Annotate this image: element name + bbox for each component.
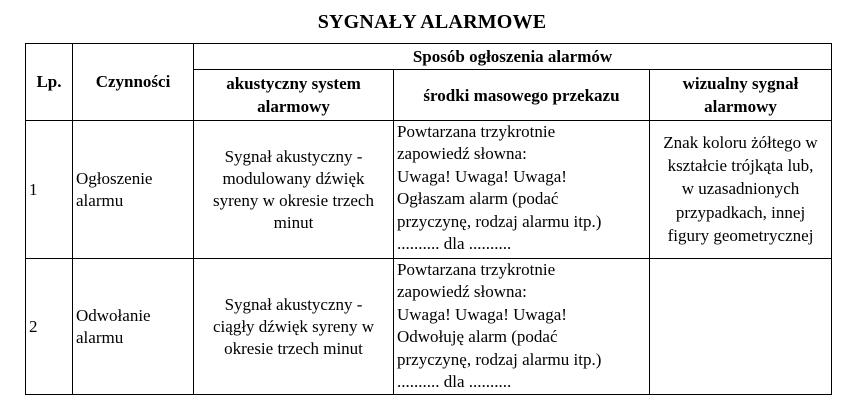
row-media-line: Uwaga! Uwaga! Uwaga! xyxy=(397,304,567,324)
row-media-line: Ogłaszam alarm (podać xyxy=(397,189,559,209)
row-acoustic-line: modulowany dźwięk xyxy=(222,168,365,188)
row-media-line: Powtarzana trzykrotnie xyxy=(397,260,556,279)
document-title: SYGNAŁY ALARMOWE xyxy=(317,11,547,33)
row-acoustic-line: okresie trzech minut xyxy=(224,338,363,358)
row-visual-line: przypadkach, innej xyxy=(675,202,806,222)
row-acoustic-line: syreny w okresie trzech xyxy=(213,190,374,210)
row-acoustic-line: Sygnał akustyczny - xyxy=(224,146,363,166)
header-czynnosci: Czynności xyxy=(73,44,194,121)
row-media xyxy=(394,259,650,395)
alarm-signals-table xyxy=(25,43,832,395)
row-action-line: alarmu xyxy=(76,190,124,210)
header-visual-line: alarmowy xyxy=(704,97,777,116)
row-action xyxy=(73,121,194,259)
row-media-line: zapowiedź słowna: xyxy=(397,282,527,302)
header-group: Sposób ogłoszenia alarmów xyxy=(194,44,832,70)
header-acoustic-line: akustyczny system xyxy=(226,74,361,93)
row-media-line: Uwaga! Uwaga! Uwaga! xyxy=(397,166,567,186)
header-acoustic-line: alarmowy xyxy=(257,97,330,116)
row-visual-line: kształcie trójkąta lub, xyxy=(667,156,814,176)
row-media-line: .......... dla .......... xyxy=(397,372,512,392)
row-action-line: Odwołanie xyxy=(76,305,151,325)
row-media-line: przyczynę, rodzaj alarmu itp.) xyxy=(397,211,602,231)
header-visual-line: wizualny sygnał xyxy=(682,74,799,93)
header-acoustic xyxy=(194,70,394,121)
header-visual xyxy=(650,70,832,121)
table-row xyxy=(26,259,832,395)
header-media: środki masowego przekazu xyxy=(394,70,650,121)
row-acoustic xyxy=(194,121,394,259)
row-acoustic-line: minut xyxy=(273,212,314,232)
row-media-line: przyczynę, rodzaj alarmu itp.) xyxy=(397,349,602,369)
row-number: 1 xyxy=(26,121,73,259)
row-acoustic-line: Sygnał akustyczny - xyxy=(224,294,363,314)
row-media-line: zapowiedź słowna: xyxy=(397,144,527,164)
header-lp: Lp. xyxy=(26,44,73,121)
row-acoustic-line: ciągły dźwięk syreny w xyxy=(213,316,374,336)
row-media-line: Odwołuję alarm (podać xyxy=(397,327,558,347)
row-visual xyxy=(650,121,832,259)
row-number: 2 xyxy=(26,259,73,395)
row-media xyxy=(394,121,650,259)
row-media-line: .......... dla .......... xyxy=(397,234,512,254)
row-visual-line: Znak koloru żółtego w xyxy=(663,133,818,152)
row-action xyxy=(73,259,194,395)
row-visual-line: w uzasadnionych xyxy=(681,179,800,199)
row-acoustic xyxy=(194,259,394,395)
row-visual-line: figury geometrycznej xyxy=(667,225,814,245)
table-row xyxy=(26,121,832,259)
header-row-top xyxy=(26,44,832,70)
row-media-line: Powtarzana trzykrotnie xyxy=(397,122,556,141)
row-action-line: alarmu xyxy=(76,327,124,347)
row-visual xyxy=(650,259,832,395)
row-action-line: Ogłoszenie xyxy=(76,168,153,188)
